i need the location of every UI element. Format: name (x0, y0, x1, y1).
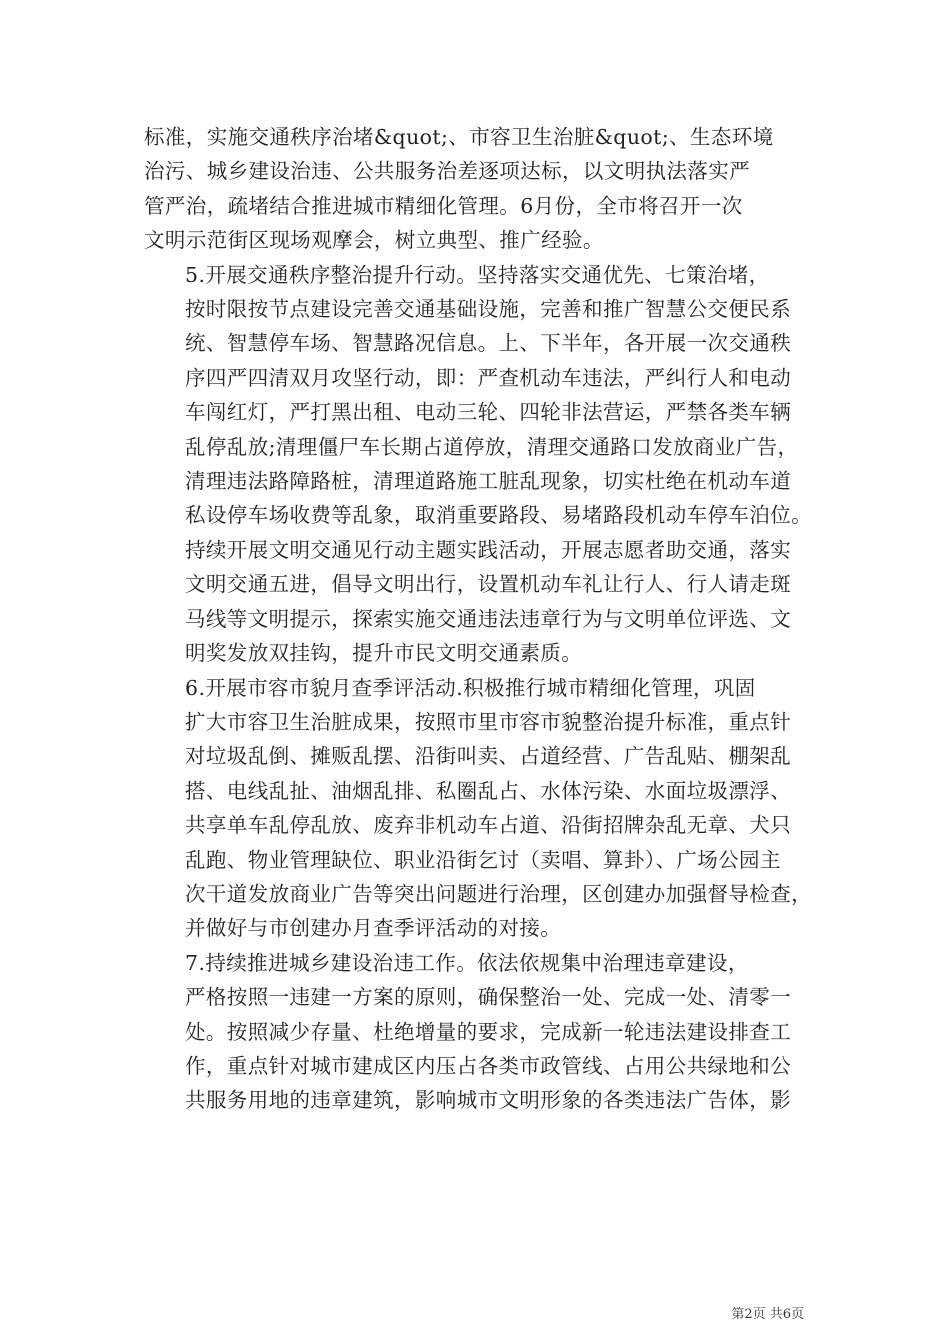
paragraph-line: 车闯红灯，严打黑出租、电动三轮、四轮非法营运，严禁各类车辆 (185, 400, 792, 425)
paragraph-line: 统、智慧停车场、智慧路况信息。上、下半年，各开展一次交通秩 (185, 331, 792, 356)
paragraph-line: 乱停乱放;清理僵尸车长期占道停放，清理交通路口发放商业广告， (185, 434, 799, 459)
paragraph (144, 120, 824, 258)
paragraph-line: 处。按照减少存量、杜绝增量的要求，完成新一轮违法建设排查工 (185, 1019, 792, 1044)
paragraph-line: 管严治，疏堵结合推进城市精细化管理。6月份，全市将召开一次 (144, 193, 743, 218)
paragraph-line: 搭、电线乱扯、油烟乱排、私圈乱占、水体污染、水面垃圾漂浮、 (185, 778, 792, 803)
document-body (144, 120, 824, 1118)
paragraph-line: 按时限按节点建设完善交通基础设施，完善和推广智慧公交便民系 (185, 297, 792, 322)
paragraph (144, 946, 824, 1118)
paragraph-line: 乱跑、物业管理缺位、职业沿街乞讨（卖唱、算卦）、广场公园主 (185, 847, 781, 872)
paragraph-line: 文明交通五进，倡导文明出行，设置机动车礼让行人、行人请走斑 (185, 572, 792, 597)
paragraph-line: 扩大市容卫生治脏成果，按照市里市容市貌整治提升标准，重点针 (185, 709, 792, 734)
paragraph-line: 清理违法路障路桩，清理道路施工脏乱现象，切实杜绝在机动车道 (185, 469, 792, 494)
paragraph-line: 7.持续推进城乡建设治违工作。依法依规集中治理违章建设， (185, 950, 749, 975)
paragraph (144, 258, 824, 671)
paragraph-line: 共服务用地的违章建筑，影响城市文明形象的各类违法广告体，影 (185, 1088, 792, 1113)
paragraph-line: 次干道发放商业广告等突出问题进行治理，区创建办加强督导检查， (185, 881, 812, 906)
paragraph-line: 马线等文明提示，探索实施交通违法违章行为与文明单位评选、文 (185, 606, 792, 631)
paragraph-line: 共享单车乱停乱放、废弃非机动车占道、沿街招牌杂乱无章、犬只 (185, 813, 792, 838)
page-number-footer: 第2页 共6页 (731, 1307, 804, 1322)
paragraph-line: 6.开展市容市貌月查季评活动.积极推行城市精细化管理，巩固 (185, 675, 756, 700)
paragraph-line: 私设停车场收费等乱象，取消重要路段、易堵路段机动车停车泊位。 (185, 503, 812, 528)
paragraph-line: 严格按照一违建一方案的原则，确保整治一处、完成一处、清零一 (185, 985, 792, 1010)
paragraph-line: 并做好与市创建办月查季评活动的对接。 (185, 916, 562, 941)
paragraph-line: 文明示范街区现场观摩会，树立典型、推广经验。 (144, 228, 604, 253)
paragraph-line: 作，重点针对城市建成区内压占各类市政管线、占用公共绿地和公 (185, 1053, 792, 1078)
paragraph-line: 明奖发放双挂钩，提升市民文明交通素质。 (185, 641, 583, 666)
paragraph-line: 序四严四清双月攻坚行动，即：严查机动车违法，严纠行人和电动 (185, 365, 792, 390)
paragraph-line: 持续开展文明交通见行动主题实践活动，开展志愿者助交通，落实 (185, 537, 792, 562)
paragraph-line: 治污、城乡建设治违、公共服务治差逐项达标，以文明执法落实严 (144, 159, 751, 184)
paragraph-line: 5.开展交通秩序整治提升行动。坚持落实交通优先、七策治堵， (185, 262, 770, 287)
paragraph-line: 对垃圾乱倒、摊贩乱摆、沿街叫卖、占道经营、广告乱贴、棚架乱 (185, 744, 792, 769)
paragraph (144, 671, 824, 946)
paragraph-line: 标准，实施交通秩序治堵&quot;、市容卫生治脏&quot;、生态环境 (144, 125, 774, 149)
